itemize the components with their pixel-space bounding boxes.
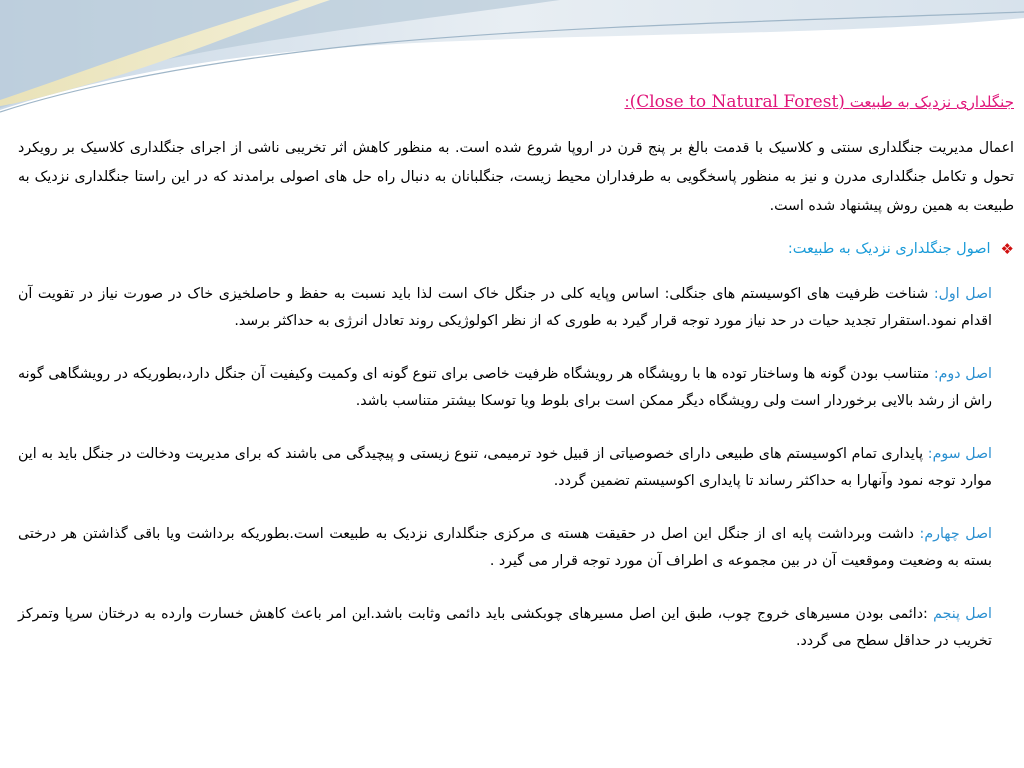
- principles-heading: [18, 239, 1014, 259]
- principle-5: [18, 601, 992, 655]
- principle-label: اصل سوم:: [927, 446, 992, 462]
- title-suffix: :: [624, 93, 630, 111]
- principle-label: اصل چهارم:: [919, 526, 992, 542]
- slide-content: [18, 92, 1014, 681]
- principle-3: [18, 441, 992, 495]
- principle-text: :دائمی بودن مسیرهای خروج چوب، طبق این اصل مسیرهای چوبکشی باید دائمی وثابت باشد.این امر باعث کاهش خسارت وارده به درختان سرپا وتمرکز تخریب در حداقل سطح می گردد.: [18, 606, 992, 649]
- principle-label: اصل اول:: [933, 286, 993, 302]
- principle-text: متناسب بودن گونه ها وساختار توده ها با رویشگاه هر رویشگاه ظرفیت خاصی برای تنوع گونه ای وکمیت وکیفیت آن جنگل دارد،بطوریکه در رویشگاهی گونه راش از رشد بالایی برخوردار است ولی رویشگاه دیگر ممکن است برای بلوط ویا توسکا بیشتر متناسب باشد.: [18, 366, 992, 409]
- principle-label: اصل پنجم: [933, 606, 992, 622]
- slide-title: [18, 92, 1014, 112]
- principle-text: داشت وبرداشت پایه ای از جنگل این اصل در حقیقت هسته ی مرکزی جنگلداری نزدیک به طبیعت است.بطوریکه برداشت ویا باقی گذاشتن هر درختی بسته به وضعیت وموقعیت آن در بین مجموعه ی اطراف آن مورد توجه قرار می گیرد .: [18, 526, 992, 569]
- intro-paragraph: اعمال مدیریت جنگلداری سنتی و کلاسیک با قدمت بالغ بر پنج قرن در اروپا شروع شده است. به منظور کاهش اثر تخریبی ناشی از اجرای جنگلداری کلاسیک بر رویکرد تحول و تکامل جنگلداری مدرن و نیز به منظور پاسخگویی به طرفداران محیط زیست، جنگلبانان به دنبال راه حل های اصولی برامدند که در این راستا جنگلداری نزدیک به طبیعت به همین روش پیشنهاد شده است.: [18, 140, 1014, 214]
- principle-4: [18, 521, 992, 575]
- principle-1: [18, 281, 992, 335]
- principle-text: شناخت ظرفیت های اکوسیستم های جنگلی: اساس وپایه کلی در جنگل خاک است لذا باید نسبت به حفظ و حاصلخیزی خاک در صورت نیاز در تقویت آن اقدام نمود.استقرار تجدید حیات در حد نیاز مورد توجه قرار گیرد به طوری که از نظر اکولوژیکی روند تعادل انرژی به حداکثر برسد.: [18, 286, 992, 329]
- diamond-bullet-icon: ❖: [1000, 240, 1014, 258]
- principle-text: پایداری تمام اکوسیستم های طبیعی دارای خصوصیاتی از قبیل خود ترمیمی، تنوع زیستی و پیچیدگی می باشند که برای مدیریت ودخالت در جنگل باید به این موارد توجه نمود وآنهارا به حداکثر رساند تا پایداری اکوسیستم تضمین گردد.: [18, 446, 992, 489]
- principle-2: [18, 361, 992, 415]
- title-english: (Close to Natural Forest): [629, 92, 845, 112]
- principles-heading-text: اصول جنگلداری نزدیک به طبیعت:: [787, 241, 991, 257]
- title-prefix: جنگلداری نزدیک به طبیعت: [849, 93, 1014, 111]
- principle-label: اصل دوم:: [933, 366, 992, 382]
